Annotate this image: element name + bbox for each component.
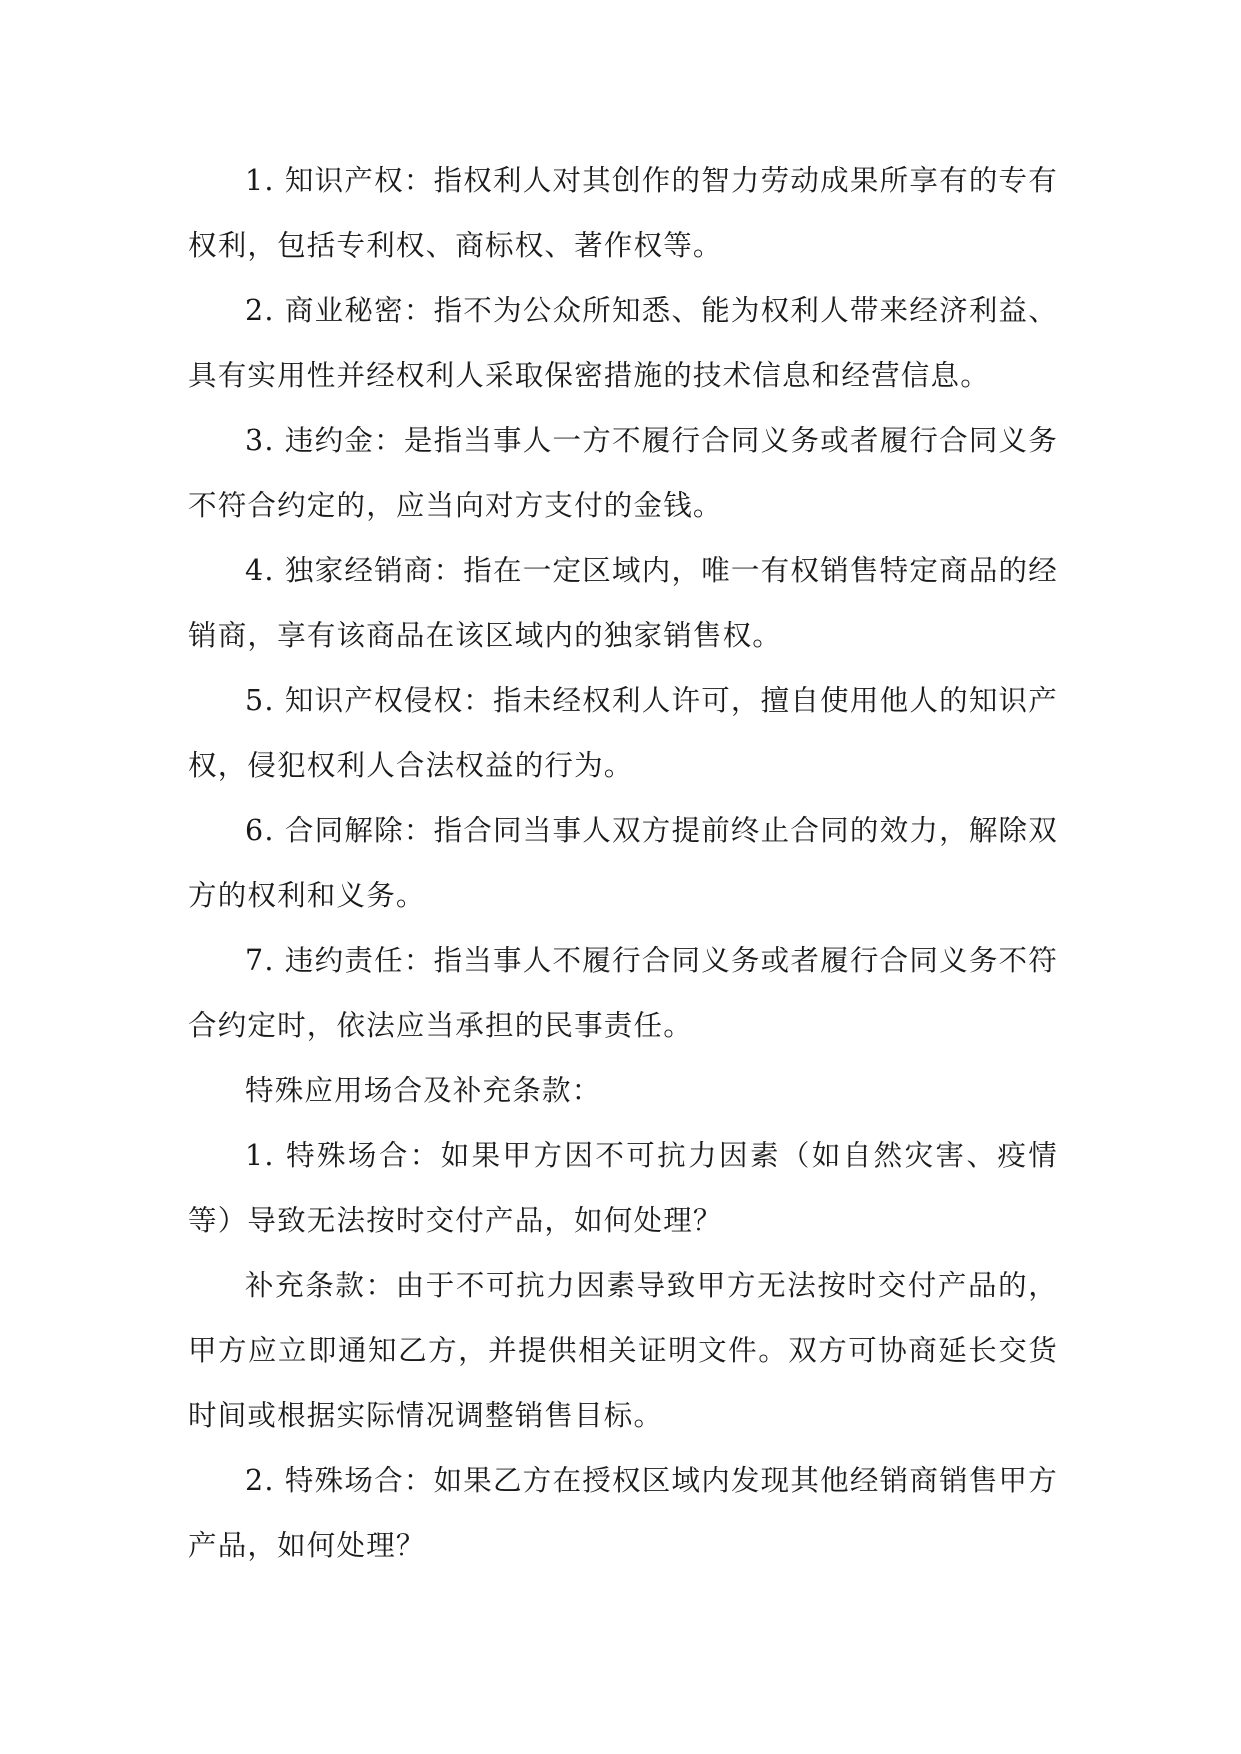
definition-exclusive-distributor: 4. 独家经销商：指在一定区域内，唯一有权销售特定商品的经销商，享有该商品在该区域内的独家销售权。: [188, 554, 1058, 652]
special-case-1: 1. 特殊场合：如果甲方因不可抗力因素（如自然灾害、疫情等）导致无法按时交付产品，如何处理？: [188, 1139, 1058, 1237]
document-body: [188, 148, 1058, 1578]
supplementary-clause-1: 补充条款：由于不可抗力因素导致甲方无法按时交付产品的，甲方应立即通知乙方，并提供相关证明文件。双方可协商延长交货时间或根据实际情况调整销售目标。: [188, 1269, 1058, 1432]
definition-intellectual-property: 1. 知识产权：指权利人对其创作的智力劳动成果所享有的专有权利，包括专利权、商标权、著作权等。: [188, 164, 1058, 262]
definition-liability-for-breach: 7. 违约责任：指当事人不履行合同义务或者履行合同义务不符合约定时，依法应当承担的民事责任。: [188, 944, 1058, 1042]
definition-trade-secret: 2. 商业秘密：指不为公众所知悉、能为权利人带来经济利益、具有实用性并经权利人采取保密措施的技术信息和经营信息。: [188, 294, 1058, 392]
special-case-2: 2. 特殊场合：如果乙方在授权区域内发现其他经销商销售甲方产品，如何处理？: [188, 1464, 1058, 1562]
definition-ip-infringement: 5. 知识产权侵权：指未经权利人许可，擅自使用他人的知识产权，侵犯权利人合法权益的行为。: [188, 684, 1058, 782]
definition-contract-termination: 6. 合同解除：指合同当事人双方提前终止合同的效力，解除双方的权利和义务。: [188, 814, 1058, 912]
section-heading-special-cases: 特殊应用场合及补充条款：: [245, 1074, 602, 1107]
definition-liquidated-damages: 3. 违约金：是指当事人一方不履行合同义务或者履行合同义务不符合约定的，应当向对方支付的金钱。: [188, 424, 1058, 522]
